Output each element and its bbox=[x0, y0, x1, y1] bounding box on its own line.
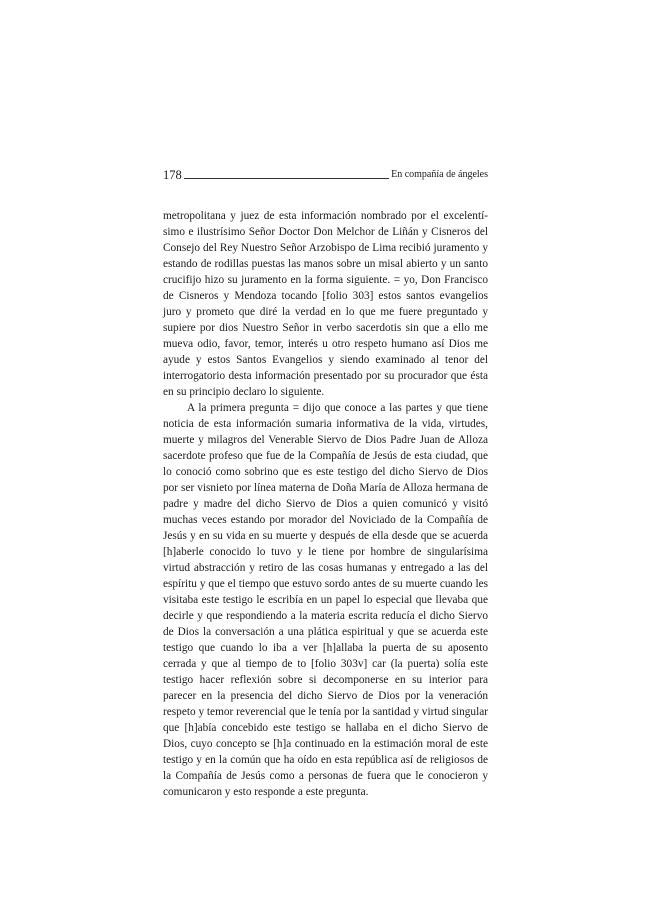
page-number: 178 bbox=[163, 168, 182, 182]
running-header bbox=[163, 168, 488, 182]
paragraph-oath: metropolitana y juez de esta información nombrado por el excelentísimo e ilustrísimo Señor Doctor Don Melchor de Liñán y Cisneros del Consejo del Rey Nuestro Señor Arzobispo de Lima recibió juramento y estando de rodillas puestas las manos sobre un misal abierto y un santo crucifijo hizo su juramento en la forma siguiente. = yo, Don Francisco de Cisneros y Mendoza tocando [folio 303] estos santos evangelios juro y prometo que diré la verdad en lo que me fuere preguntado y supiere por dios Nuestro Señor in verbo sacerdotis sin que a ello me mueva odio, favor, temor, interés u otro respeto humano así Dios me ayude y estos Santos Evangelios y siendo examinado al tenor del interrogatorio desta información presentado por su procurador que ésta en su principio declaro lo siguiente. bbox=[163, 210, 488, 398]
header-rule bbox=[184, 177, 389, 179]
page-body bbox=[163, 208, 488, 800]
running-title: En compañía de ángeles bbox=[391, 169, 488, 180]
paragraph-first-question: A la primera pregunta = dijo que conoce a las partes y que tiene noticia de esta información sumaria informativa de la vida, virtudes, muerte y milagros del Venerable Siervo de Dios Padre Juan de Alloza sacerdote profeso que fue de la Compañía de Jesús de esta ciudad, que lo conoció como sobrino que es este testigo del dicho Siervo de Dios por ser visnieto por línea materna de Doña María de Alloza hermana de padre y madre del dicho Siervo de Dios a quien comunicó y visitó muchas veces estando por morador del Noviciado de la Compañía de Jesús y en su vida en su muerte y después de ella desde que se acuerda [h]aberle conocido lo tuvo y le tiene por hombre de singularísima virtud abstracción y retiro de las cosas humanas y entregado a las del espíritu y que el tiempo que estuvo sordo antes de su muerte cuando les visitaba este testigo le escribía en un papel lo especial que llevaba que decirle y que respondiendo a la materia escrita reducía el dicho Siervo de Dios la conversación a una plática espiritual y que se acuerda este testigo que cuando lo iba a ver [h]allaba la puerta de su aposento cerrada y que al tiempo de to [folio 303v] car (la puerta) solía este testigo hacer reflexión sobre si decomponerse en su interior para parecer en la presencia del dicho Siervo de Dios por la veneración respeto y temor reverencial que le tenía por la santidad y virtud singular que [h]abía concebido este testigo se hallaba en el dicho Siervo de Dios, cuyo concepto se [h]a continuado en la estimación moral de este testigo y en la común que ha oído en esta república así de religiosos de la Compañía de Jesús como a personas de fuera que le conocieron y comunicaron y esto responde a este pregunta. bbox=[163, 402, 488, 798]
